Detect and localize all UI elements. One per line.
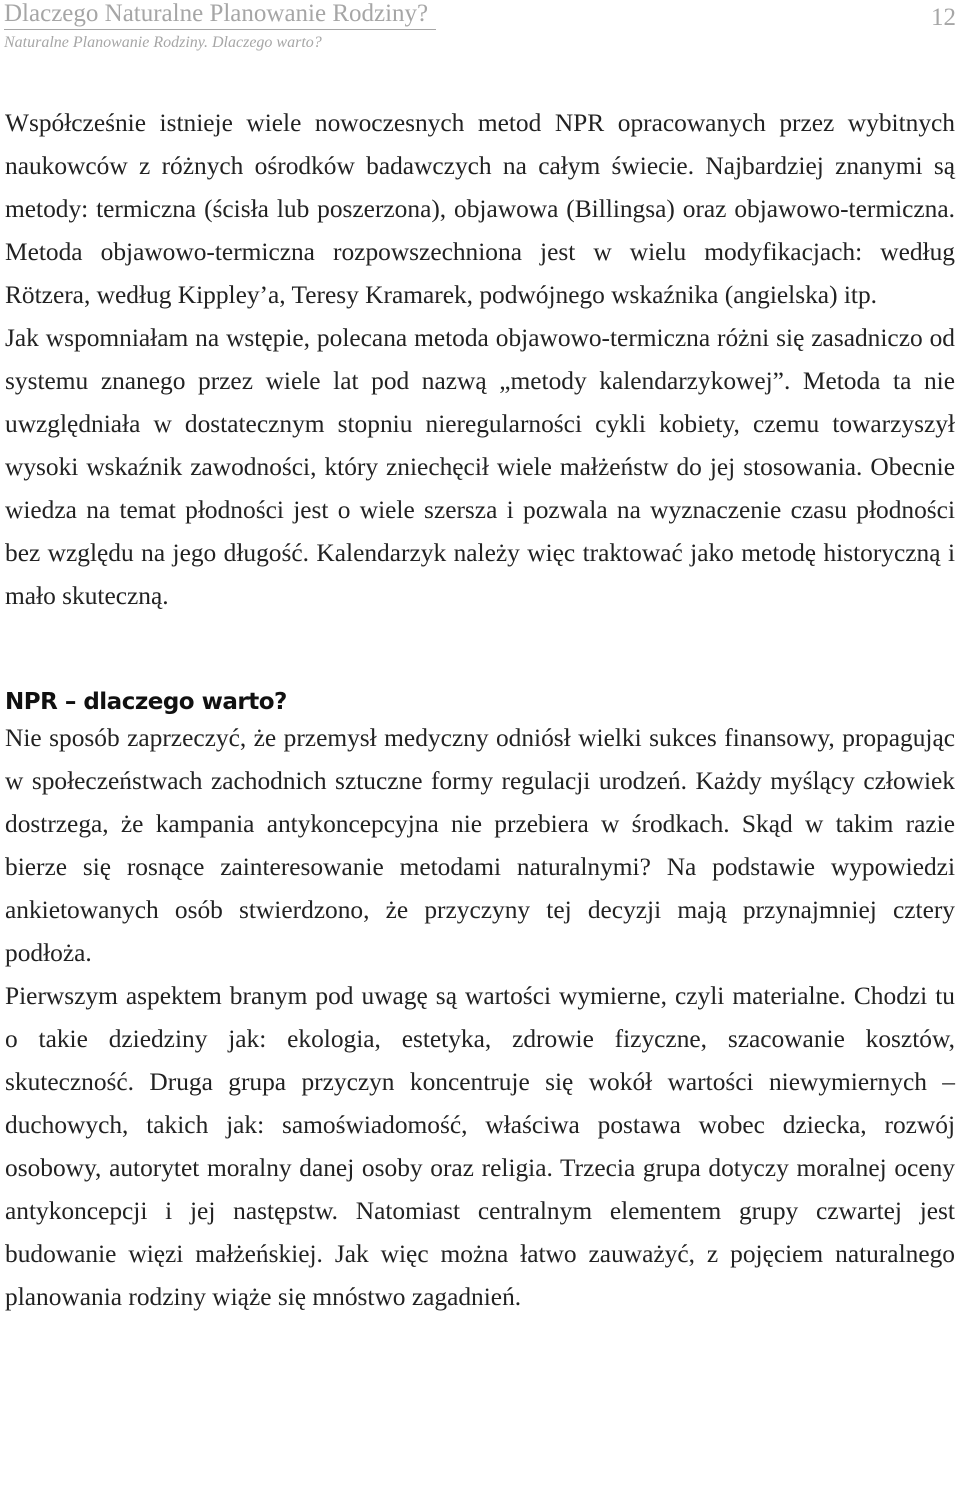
paragraph-aspects: Pierwszym aspektem branym pod uwagę są wartości wymierne, czyli materialne. Chodzi tu o takie dziedziny jak: ekologia, estetyka, zdrowie fizyczne, szacowanie kosztów, skuteczność. Druga grupa przyczyn koncentruje się wokół wartości niewymiernych – duchowych, takich jak: samoświadomość, właściwa postawa wobec dziecka, rozwój osobowy, autorytet moralny danej osoby oraz religia. Trzecia grupa dotyczy moralnej oceny antykoncepcji i jej następstw. Natomiast centralnym elementem grupy czwartej jest budowanie więzi małżeńskiej. Jak więc można łatwo zauważyć, z pojęciem naturalnego planowania rodziny wiąże się mnóstwo zagadnień.: [5, 982, 955, 1311]
paragraph-calendar-method: Jak wspomniałam na wstępie, polecana metoda objawowo-termiczna różni się zasadniczo od systemu znanego przez wiele lat pod nazwą „metody kalendarzykowej”. Metoda ta nie uwzględniała w dostatecznym stopniu nieregularności cykli kobiety, czemu towarzyszył wysoki wskaźnik zawodności, który zniechęcił wiele małżeństw do jej stosowania. Obecnie wiedza na temat płodności jest o wiele szersza i pozwala na wyznaczenie czasu płodności bez względu na jego długość. Kalendarzyk należy więc traktować jako metodę historyczną i mało skuteczną.: [5, 324, 955, 610]
section-heading: NPR – dlaczego warto?: [5, 689, 287, 715]
header-title: Dlaczego Naturalne Planowanie Rodziny?: [4, 0, 429, 27]
page-number: 12: [931, 4, 956, 31]
paragraph-npr-methods: Współcześnie istnieje wiele nowoczesnych metod NPR opracowanych przez wybitnych naukowców z różnych ośrodków badawczych na całym świecie. Najbardziej znanymi są metody: termiczna (ścisła lub poszerzona), objawowa (Billingsa) oraz objawowo-termiczna. Metoda objawowo-termiczna rozpowszechniona jest w wielu modyfikacjach: według Rötzera, według Kippley’a, Teresy Kramarek, podwójnego wskaźnika (angielska) itp.: [5, 109, 955, 309]
header-subtitle: Naturalne Planowanie Rodziny. Dlaczego warto?: [4, 34, 322, 51]
page-body: [5, 102, 955, 1319]
paragraph-interest-reasons: Nie sposób zaprzeczyć, że przemysł medyczny odniósł wielki sukces finansowy, propagując w społeczeństwach zachodnich sztuczne formy regulacji urodzeń. Każdy myślący człowiek dostrzega, że kampania antykoncepcyjna nie przebiera w środkach. Skąd w takim razie bierze się rosnące zainteresowanie metodami naturalnymi? Na podstawie wypowiedzi ankietowanych osób stwierdzono, że przyczyny tej decyzji mają przynajmniej cztery podłoża.: [5, 724, 955, 967]
header-underline: [4, 29, 436, 30]
